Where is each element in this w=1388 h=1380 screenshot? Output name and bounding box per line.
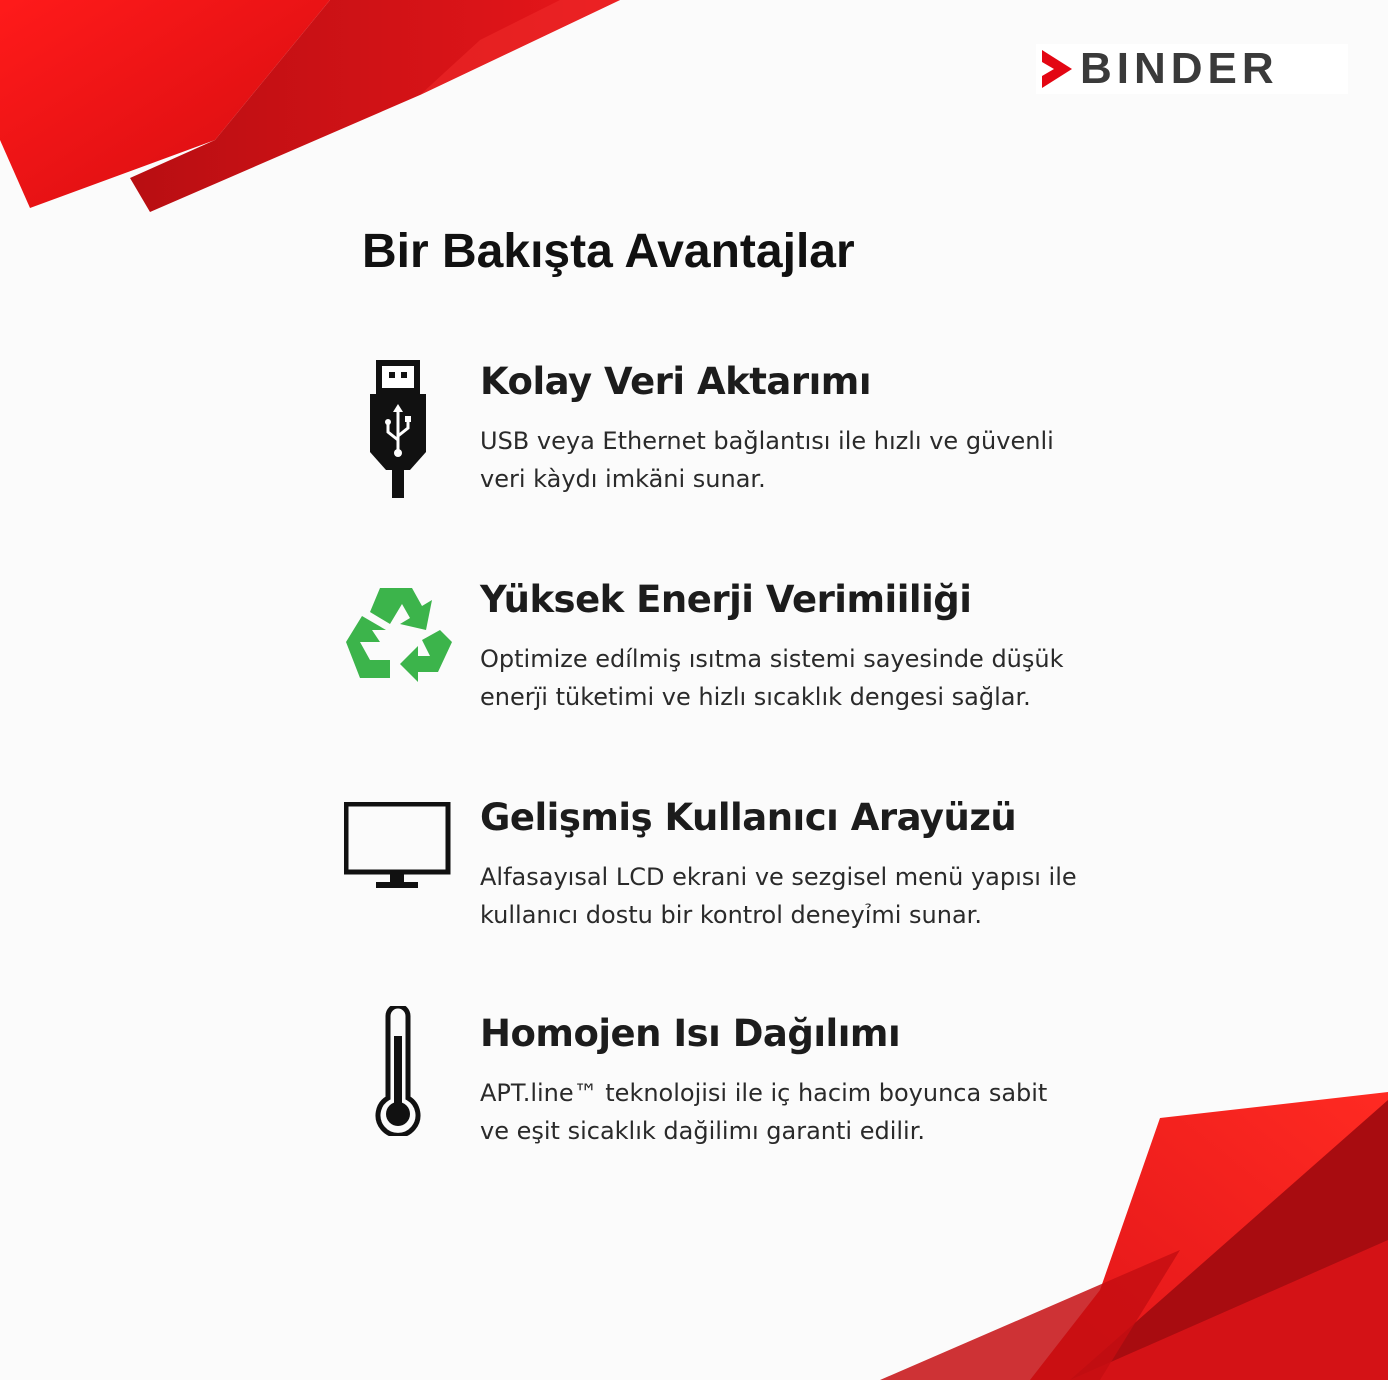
feature-description-line: Optimize edílmiş ısıtma sistemi sayesinde düşük <box>480 645 1064 673</box>
feature-description-line: USB veya Ethernet bağlantısı ile hızlı ve güvenli <box>480 427 1054 455</box>
feature-description-line: enerȷ̈i tüketimi ve hizlı sıcaklık dengesi sağlar. <box>480 683 1031 711</box>
feature-description-line: APT.line™ teknolojisi ile iç hacim boyunca sabit <box>480 1079 1048 1107</box>
feature-title: Gelişmiş Kullanıcı Arayüzü <box>480 796 1017 839</box>
binder-logo <box>1036 44 1348 94</box>
logo-arrow-icon <box>1042 50 1072 88</box>
feature-energy-efficiency <box>340 578 1140 738</box>
feature-user-interface <box>340 796 1140 956</box>
monitor-icon <box>340 796 456 946</box>
top-left-ribbon <box>0 0 620 212</box>
recycle-icon <box>340 578 456 728</box>
feature-description-line: Alfasayısal LCD ekrani ve sezgisel menü yapısı ile <box>480 863 1077 891</box>
logo-text: BINDER <box>1080 44 1279 93</box>
feature-description <box>480 640 1120 716</box>
thermometer-icon <box>340 1012 456 1162</box>
feature-title: Kolay Veri Aktarımı <box>480 360 872 403</box>
feature-data-transfer <box>340 360 1140 520</box>
feature-heat-distribution <box>340 1012 1140 1172</box>
feature-description <box>480 1074 1120 1150</box>
feature-description <box>480 858 1120 934</box>
page-title: Bir Bakışta Avantajlar <box>362 225 855 278</box>
feature-description-line: ve eşit sicaklık dağilimı garanti edilir. <box>480 1117 925 1145</box>
feature-description-line: veri kàydı imkäni sunar. <box>480 465 766 493</box>
feature-title: Yüksek Enerji Verimiiliği <box>480 578 972 621</box>
feature-description <box>480 422 1120 498</box>
feature-title: Homojen Isı Dağılımı <box>480 1012 901 1055</box>
usb-icon <box>340 360 456 510</box>
feature-description-line: kullanıcı dostu bir kontrol deneyỉmi sunar. <box>480 901 982 929</box>
